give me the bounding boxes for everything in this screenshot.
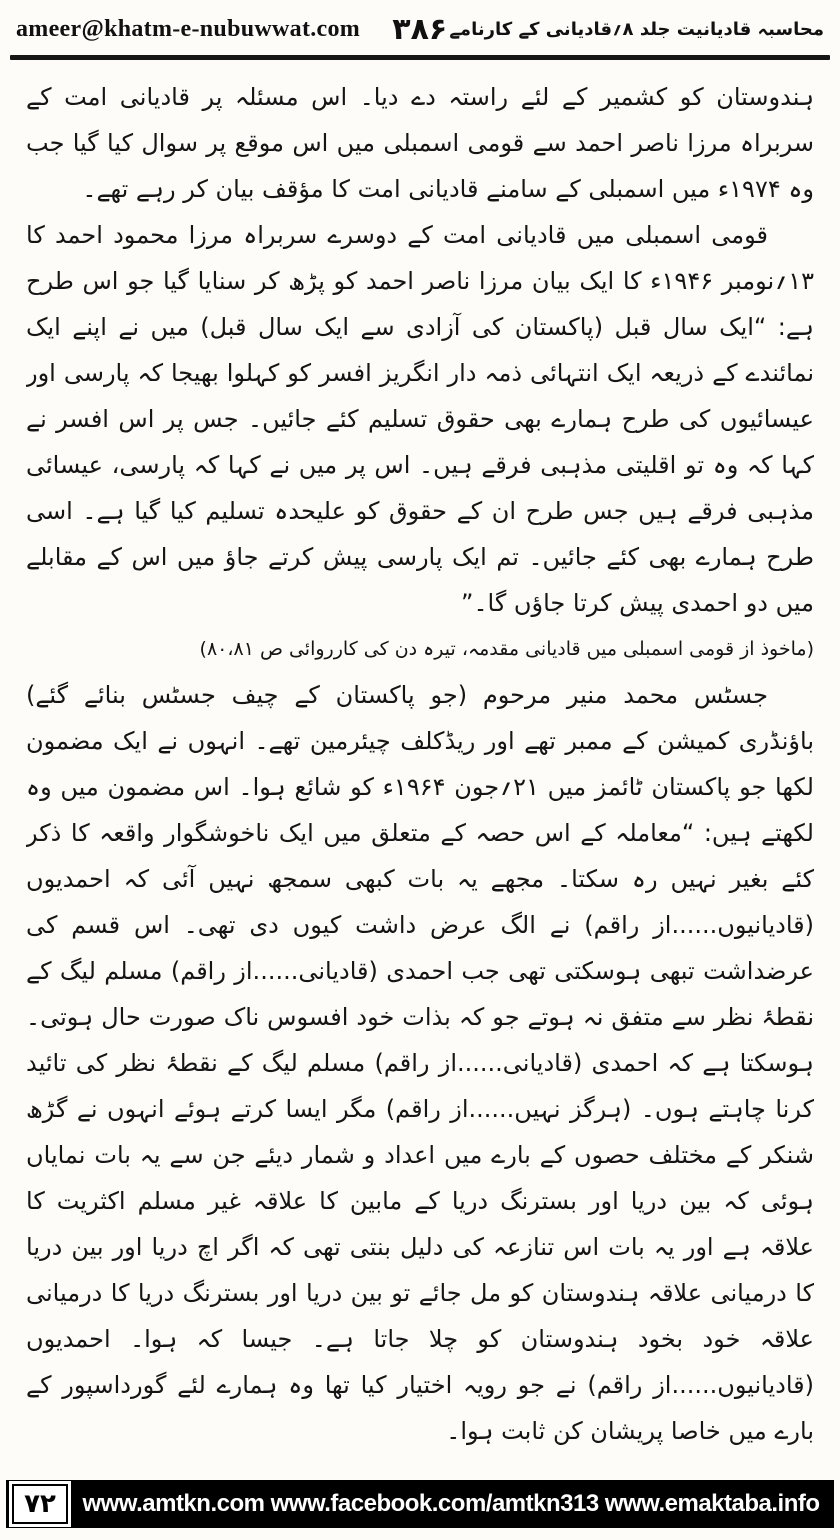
footer-page-number: ۷۲ (24, 1489, 56, 1519)
page-header (0, 0, 840, 49)
footer-links: www.amtkn.com www.facebook.com/amtkn313 www.emaktaba.info (82, 1490, 820, 1517)
paragraph-2: قومی اسمبلی میں قادیانی امت کے دوسرے سربراہ مرزا محمود احمد کا ۱۳؍نومبر ۱۹۴۶ء کا ایک بیان مرزا ناصر احمد کو پڑھ کر سنایا گیا جو اس طرح ہے: “ایک سال قبل (پاکستان کی آزادی سے ایک سال قبل) میں نے اپنے ایک نمائندے کے ذریعہ ایک انتہائی ذمہ دار انگریز افسر کو کہلوا بھیجا کہ پارسی اور عیسائیوں کی طرح ہمارے بھی حقوق تسلیم کئے جائیں۔ جس پر اس افسر نے کہا کہ وہ تو اقلیتی مذہبی فرقے ہیں۔ اس پر میں نے کہا کہ پارسی، عیسائی مذہبی فرقے ہیں جس طرح ان کے حقوق کو علیحدہ تسلیم کیا گیا ہے۔ اسی طرح ہمارے بھی کئے جائیں۔ تم ایک پارسی پیش کرتے جاؤ میں اس کے مقابلے میں دو احمدی پیش کرتا جاؤں گا۔” (26, 221, 814, 617)
header-email: ameer@khatm-e-nubuwwat.com (16, 16, 361, 42)
footer-page-number-box (12, 1484, 68, 1524)
citation-line: (ماخوذ از قومی اسمبلی میں قادیانی مقدمہ، تیرہ دن کی کارروائی ص ۸۰،۸۱) (199, 638, 814, 660)
header-page-number: ۳۸۶ (392, 12, 448, 47)
header-divider (10, 55, 830, 60)
paragraph-4 (26, 1454, 814, 1456)
header-book-title: محاسبہ قادیانیت جلد ۸؍قادیانی کے کارنامے (449, 19, 824, 40)
paragraph-3: جسٹس محمد منیر مرحوم (جو پاکستان کے چیف جسٹس بنائے گئے) باؤنڈری کمیشن کے ممبر تھے اور ریڈکلف چیئرمین تھے۔ انہوں نے ایک مضمون لکھا جو پاکستان ٹائمز میں ۲۱؍جون ۱۹۶۴ء کو شائع ہوا۔ اس مضمون میں وہ لکھتے ہیں: “معاملہ کے اس حصہ کے متعلق میں ایک ناخوشگوار واقعہ کا ذکر کئے بغیر نہیں رہ سکتا۔ مجھے یہ بات کبھی سمجھ نہیں آئی کہ احمدیوں (قادیانیوں......از راقم) نے الگ عرض داشت کیوں دی تھی۔ اس قسم کی عرضداشت تبھی ہوسکتی تھی جب احمدی (قادیانی......از راقم) مسلم لیگ کے نقطۂ نظر سے متفق نہ ہوتے جو کہ بذات خود افسوس ناک صورت حال ہوتی۔ ہوسکتا ہے کہ احمدی (قادیانی......از راقم) مسلم لیگ کے نقطۂ نظر کی تائید کرنا چاہتے ہوں۔ (ہرگز نہیں......از راقم) مگر ایسا کرتے ہوئے انہوں نے گڑھ شنکر کے مختلف حصوں کے بارے میں اعداد و شمار دیئے جن سے یہ بات نمایاں ہوئی کہ بین دریا اور بسترنگ دریا کے مابین کا علاقہ غیر مسلم اکثریت کا علاقہ ہے اور یہ بات اس تنازعہ کی دلیل بنتی تھی کہ اگر اچ دریا اور بین دریا کا درمیانی علاقہ ہندوستان کو مل جائے تو بین دریا اور بسترنگ دریا کا درمیانی علاقہ خود بخود ہندوستان کو چلا جاتا ہے۔ جیسا کہ ہوا۔ احمدیوں (قادیانیوں......از راقم) نے جو رویہ اختیار کیا تھا وہ ہمارے لئے گورداسپور کے بارے میں خاصا پریشان کن ثابت ہوا۔ (26, 681, 814, 1445)
page-body (26, 74, 814, 1456)
paragraph-1: ہندوستان کو کشمیر کے لئے راستہ دے دیا۔ اس مسئلہ پر قادیانی امت کے سربراہ مرزا ناصر احمد سے قومی اسمبلی میں اس موقع پر سوال کیا گیا جب وہ ۱۹۷۴ء میں اسمبلی کے سامنے قادیانی امت کا مؤقف بیان کر رہے تھے۔ (26, 83, 814, 203)
page-footer (6, 1480, 834, 1528)
